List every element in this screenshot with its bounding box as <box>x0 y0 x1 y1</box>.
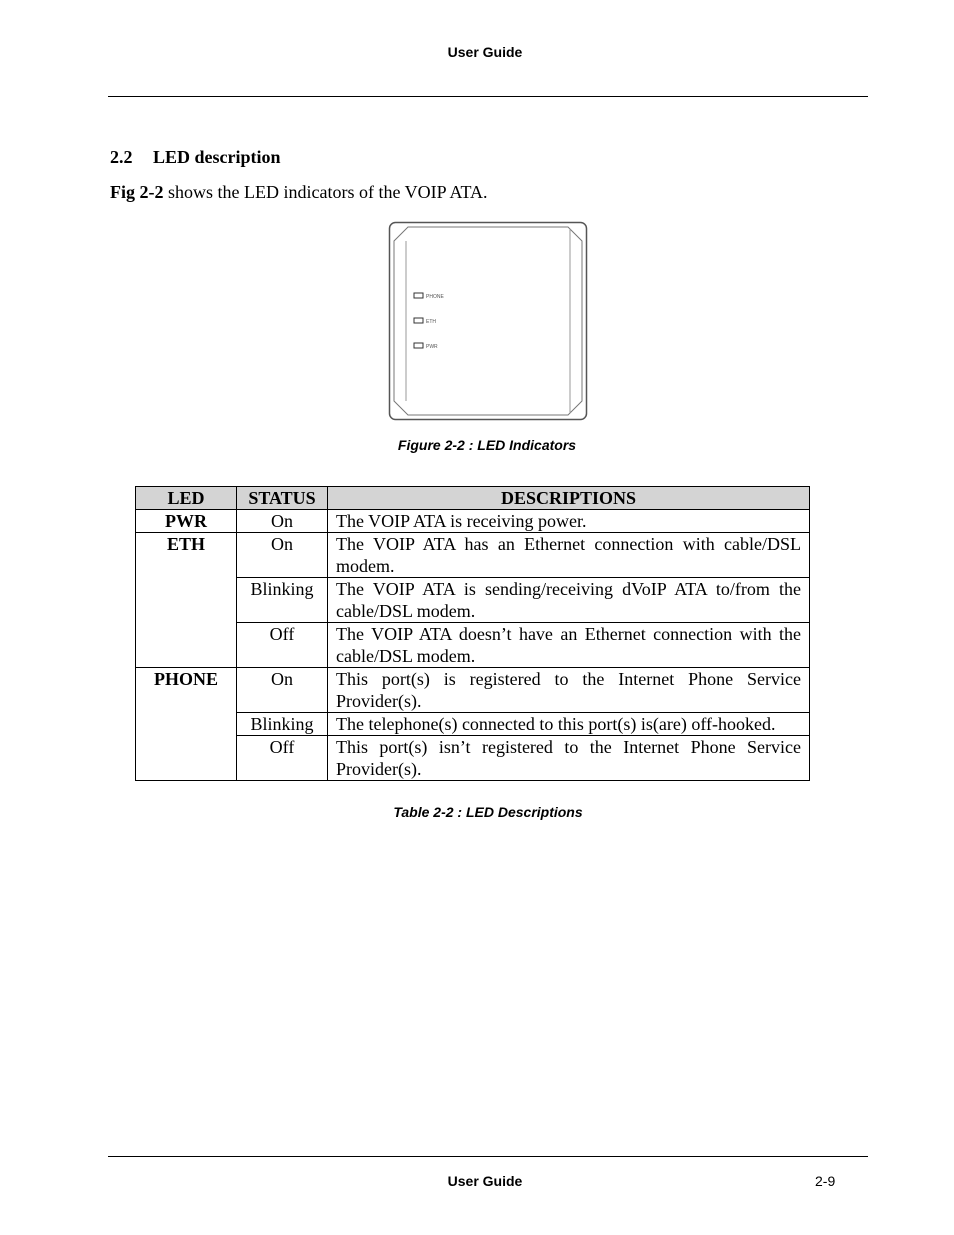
figure-reference: Fig 2-2 <box>110 182 164 202</box>
description-cell: The VOIP ATA is receiving power. <box>328 510 810 533</box>
footer-rule <box>108 1156 868 1157</box>
status-cell: On <box>237 510 328 533</box>
table-row <box>136 533 810 578</box>
header-rule <box>108 96 868 97</box>
table-row <box>136 713 810 736</box>
header-led: LED <box>136 487 237 510</box>
led-description-table <box>135 486 810 781</box>
status-cell: Blinking <box>237 578 328 623</box>
page-footer-title: User Guide <box>447 1173 523 1189</box>
intro-text: shows the LED indicators of the VOIP ATA. <box>163 182 488 202</box>
led-pwr-label: PWR <box>426 344 438 350</box>
led-cell: ETH <box>136 533 237 668</box>
status-cell: Off <box>237 736 328 781</box>
led-eth-indicator <box>414 318 423 323</box>
table-row <box>136 736 810 781</box>
status-cell: Blinking <box>237 713 328 736</box>
header-status: STATUS <box>237 487 328 510</box>
led-eth-label: ETH <box>426 319 436 325</box>
status-cell: On <box>237 533 328 578</box>
led-phone-indicator <box>414 293 423 298</box>
description-cell: The VOIP ATA is sending/receiving dVoIP ATA to/from the cable/DSL modem. <box>328 578 810 623</box>
page-header-title: User Guide <box>447 44 523 60</box>
status-cell: Off <box>237 623 328 668</box>
led-phone-label: PHONE <box>426 294 444 300</box>
description-cell: The VOIP ATA has an Ethernet connection with cable/DSL modem. <box>328 533 810 578</box>
table-header-row <box>136 487 810 510</box>
page-number: 2-9 <box>815 1173 836 1189</box>
table-row <box>136 623 810 668</box>
description-cell: The telephone(s) connected to this port(s) is(are) off-hooked. <box>328 713 810 736</box>
status-cell: On <box>237 668 328 713</box>
table-row <box>136 668 810 713</box>
header-descriptions: DESCRIPTIONS <box>328 487 810 510</box>
intro-paragraph <box>110 182 488 203</box>
table-row <box>136 578 810 623</box>
section-heading <box>110 147 281 168</box>
figure-caption: Figure 2-2 : LED Indicators <box>397 437 577 453</box>
section-title: LED description <box>153 147 281 167</box>
voip-ata-device-image <box>388 221 588 421</box>
led-cell: PWR <box>136 510 237 533</box>
section-number: 2.2 <box>110 147 133 167</box>
table-caption: Table 2-2 : LED Descriptions <box>393 804 583 820</box>
description-cell: This port(s) is registered to the Internet Phone Service Provider(s). <box>328 668 810 713</box>
led-cell: PHONE <box>136 668 237 781</box>
led-pwr-indicator <box>414 343 423 348</box>
description-cell: This port(s) isn’t registered to the Internet Phone Service Provider(s). <box>328 736 810 781</box>
table-row <box>136 510 810 533</box>
description-cell: The VOIP ATA doesn’t have an Ethernet connection with the cable/DSL modem. <box>328 623 810 668</box>
